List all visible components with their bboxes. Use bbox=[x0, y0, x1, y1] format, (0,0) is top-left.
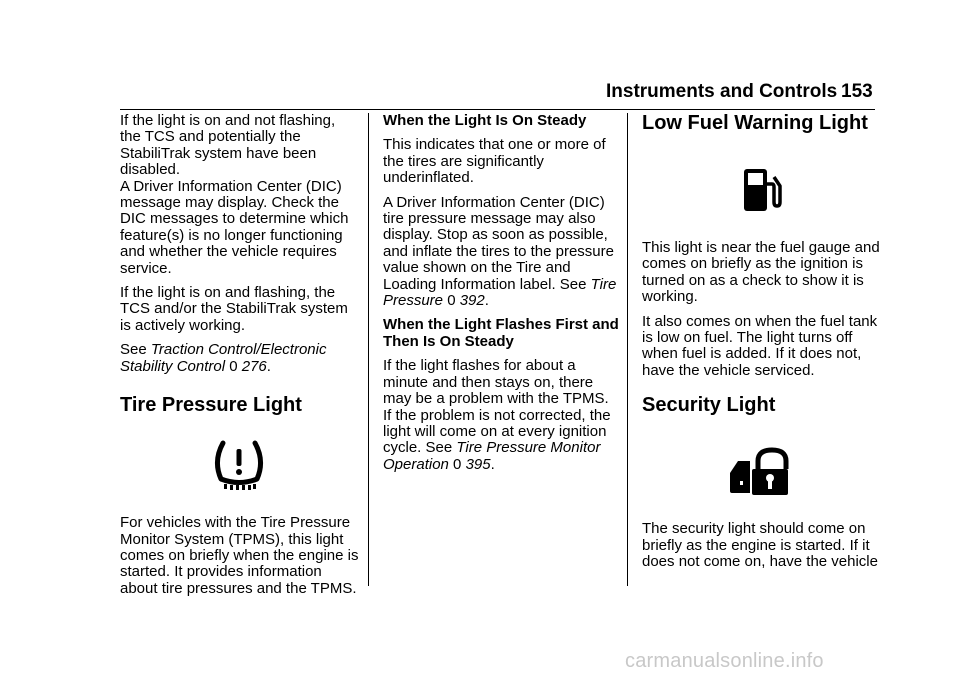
header-rule bbox=[120, 109, 875, 110]
section-title: Instruments and Controls bbox=[606, 81, 838, 102]
reference-page[interactable]: 395 bbox=[465, 455, 491, 473]
reference-page[interactable]: 276 bbox=[241, 357, 267, 375]
watermark: carmanualsonline.info bbox=[625, 650, 824, 672]
subheading-steady: When the Light Is On Steady bbox=[383, 112, 587, 129]
page-number: 153 bbox=[841, 81, 873, 102]
heading-security-light: Security Light bbox=[642, 394, 776, 417]
paragraph-reference: If the light flashes for about a minute and then stays on, there may be a problem with the TPMS. If the problem is not corrected, the light will come on at every ignition cycle. See Tire Pressure Monitor Operation 0 395. bbox=[383, 357, 611, 473]
paragraph: If the light is on and not flashing, the TCS and potentially the StabiliTrak system have been disabled. bbox=[120, 112, 336, 179]
column-2 bbox=[383, 113, 621, 481]
paragraph: It also comes on when the fuel tank is low on fuel. The light turns off when fuel is added. If it does not, have the vehicle serviced. bbox=[642, 312, 878, 379]
cross-reference-link[interactable]: Tire Pressure Monitor Operation bbox=[383, 439, 601, 473]
paragraph: This light is near the fuel gauge and comes on briefly as the ignition is turned on as a check to show it is working. bbox=[642, 239, 880, 306]
paragraph: For vehicles with the Tire Pressure Monitor System (TPMS), this light comes on briefly when the engine is started. It provides information about tire pressures and the TPMS. bbox=[120, 514, 359, 597]
paragraph-reference: A Driver Information Center (DIC) tire pressure message may also display. Stop as soon as possible, and inflate the tires to the pressure value shown on the Tire and Loading Information label. See Tire Pressure 0 392. bbox=[383, 193, 617, 310]
reference-page[interactable]: 392 bbox=[459, 292, 485, 310]
paragraph: If the light is on and flashing, the TCS and/or the StabiliTrak system is actively working. bbox=[120, 284, 348, 334]
column-1 bbox=[120, 113, 360, 605]
paragraph: The security light should come on briefly as the engine is started. If it does not come on, have the vehicle bbox=[642, 520, 878, 571]
cross-reference-link[interactable]: Tire Pressure bbox=[383, 275, 617, 310]
subheading-flashes: When the Light Flashes First and Then Is On Steady bbox=[383, 316, 619, 350]
column-divider-left bbox=[368, 113, 369, 586]
security-lock-icon bbox=[728, 447, 790, 497]
column-3 bbox=[642, 111, 882, 578]
cross-reference-link[interactable]: Traction Control/Electronic Stability Control bbox=[120, 341, 327, 375]
tire-pressure-icon bbox=[213, 439, 265, 491]
page-arrow-icon: 0 bbox=[453, 455, 462, 473]
paragraph: A Driver Information Center (DIC) message may display. Check the DIC messages to determine which feature(s) is no longer functioning and whether the vehicle requires service. bbox=[120, 177, 349, 277]
page-arrow-icon: 0 bbox=[447, 292, 456, 310]
paragraph-reference: See Traction Control/Electronic Stability Control 0 276. bbox=[120, 341, 327, 375]
fuel-pump-icon bbox=[741, 166, 783, 214]
column-divider-right bbox=[627, 113, 628, 586]
heading-tire-pressure-light: Tire Pressure Light bbox=[120, 394, 302, 417]
paragraph: This indicates that one or more of the tires are significantly underinflated. bbox=[383, 136, 606, 187]
page-arrow-icon: 0 bbox=[229, 357, 238, 375]
heading-low-fuel-warning-light: Low Fuel Warning Light bbox=[642, 112, 868, 134]
